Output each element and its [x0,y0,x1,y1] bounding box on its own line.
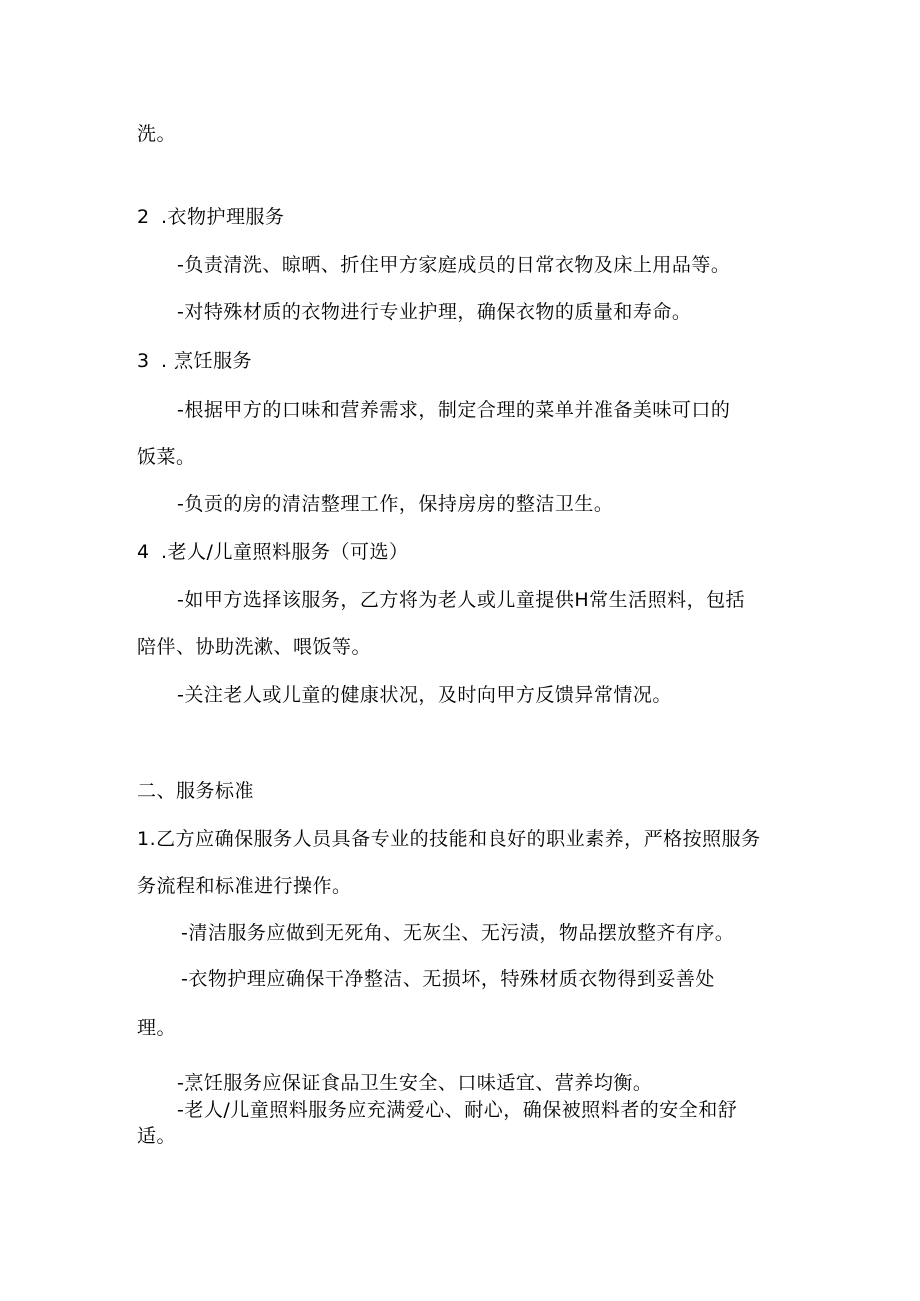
standard-bullet-1: -清洁服务应做到无死角、无灰尘、无污渍，物品摆放整齐有序。 [181,922,735,944]
section-4-bullet-1-line-1: -如甲方选择该服务，乙方将为老人或儿童提供H常生活照料，包括 [177,589,746,611]
section-3-bullet-2: -负贡的房的清洁整理工作，保持房房的整洁卫生。 [177,493,614,515]
part-2-heading: 二、服务标准 [137,780,255,802]
continuation-text: 洗。 [137,123,177,145]
section-2-heading [137,204,285,230]
section-3-bullet-1-line-1: -根据甲方的口味和营养需求，制定合理的菜单并准备美味可口的 [177,399,731,421]
section-2-bullet-1: -负责清洗、晾晒、折住甲方家庭成员的日常衣物及床上用品等。 [177,254,731,276]
section-4-bullet-1-line-2: 陪伴、协助洗漱、喂饭等。 [137,636,372,658]
section-4-heading [137,539,408,565]
section-3-bullet-1-line-2: 饭菜。 [137,446,196,468]
standard-1-line-2: 务流程和标准进行操作。 [137,875,352,897]
section-2-title: .衣物护理服务 [161,206,285,228]
section-3-title: . 烹饪服务 [161,350,253,372]
section-3-number: 3 [137,350,150,372]
section-3-heading [137,348,252,374]
standard-bullet-2-line-1: -衣物护理应确保干净整洁、无损坏，特殊材质衣物得到妥善处 [181,968,715,990]
standard-bullet-4-line-2: 适。 [137,1125,177,1147]
section-4-number: 4 [137,541,150,563]
standard-bullet-2-line-2: 理。 [137,1017,177,1039]
standard-bullet-3: -烹饪服务应保证食品卫生安全、口味适宜、营养均衡。 [177,1072,653,1094]
section-4-bullet-2: -关注老人或儿童的健康状况，及时向甲方反馈异常情况。 [177,684,672,706]
section-2-number: 2 [137,206,150,228]
standard-1-line-1: 1.乙方应确保服务人员具备专业的技能和良好的职业素养，严格按照服务 [137,828,761,850]
standard-bullet-4-line-1: -老人/儿童照料服务应充满爱心、耐心，确保被照料者的安全和舒 [177,1099,738,1121]
section-4-title: .老人/儿童照料服务（可选） [161,541,409,563]
section-2-bullet-2: -对特殊材质的衣物进行专业护理，确保衣物的质量和寿命。 [177,301,692,323]
